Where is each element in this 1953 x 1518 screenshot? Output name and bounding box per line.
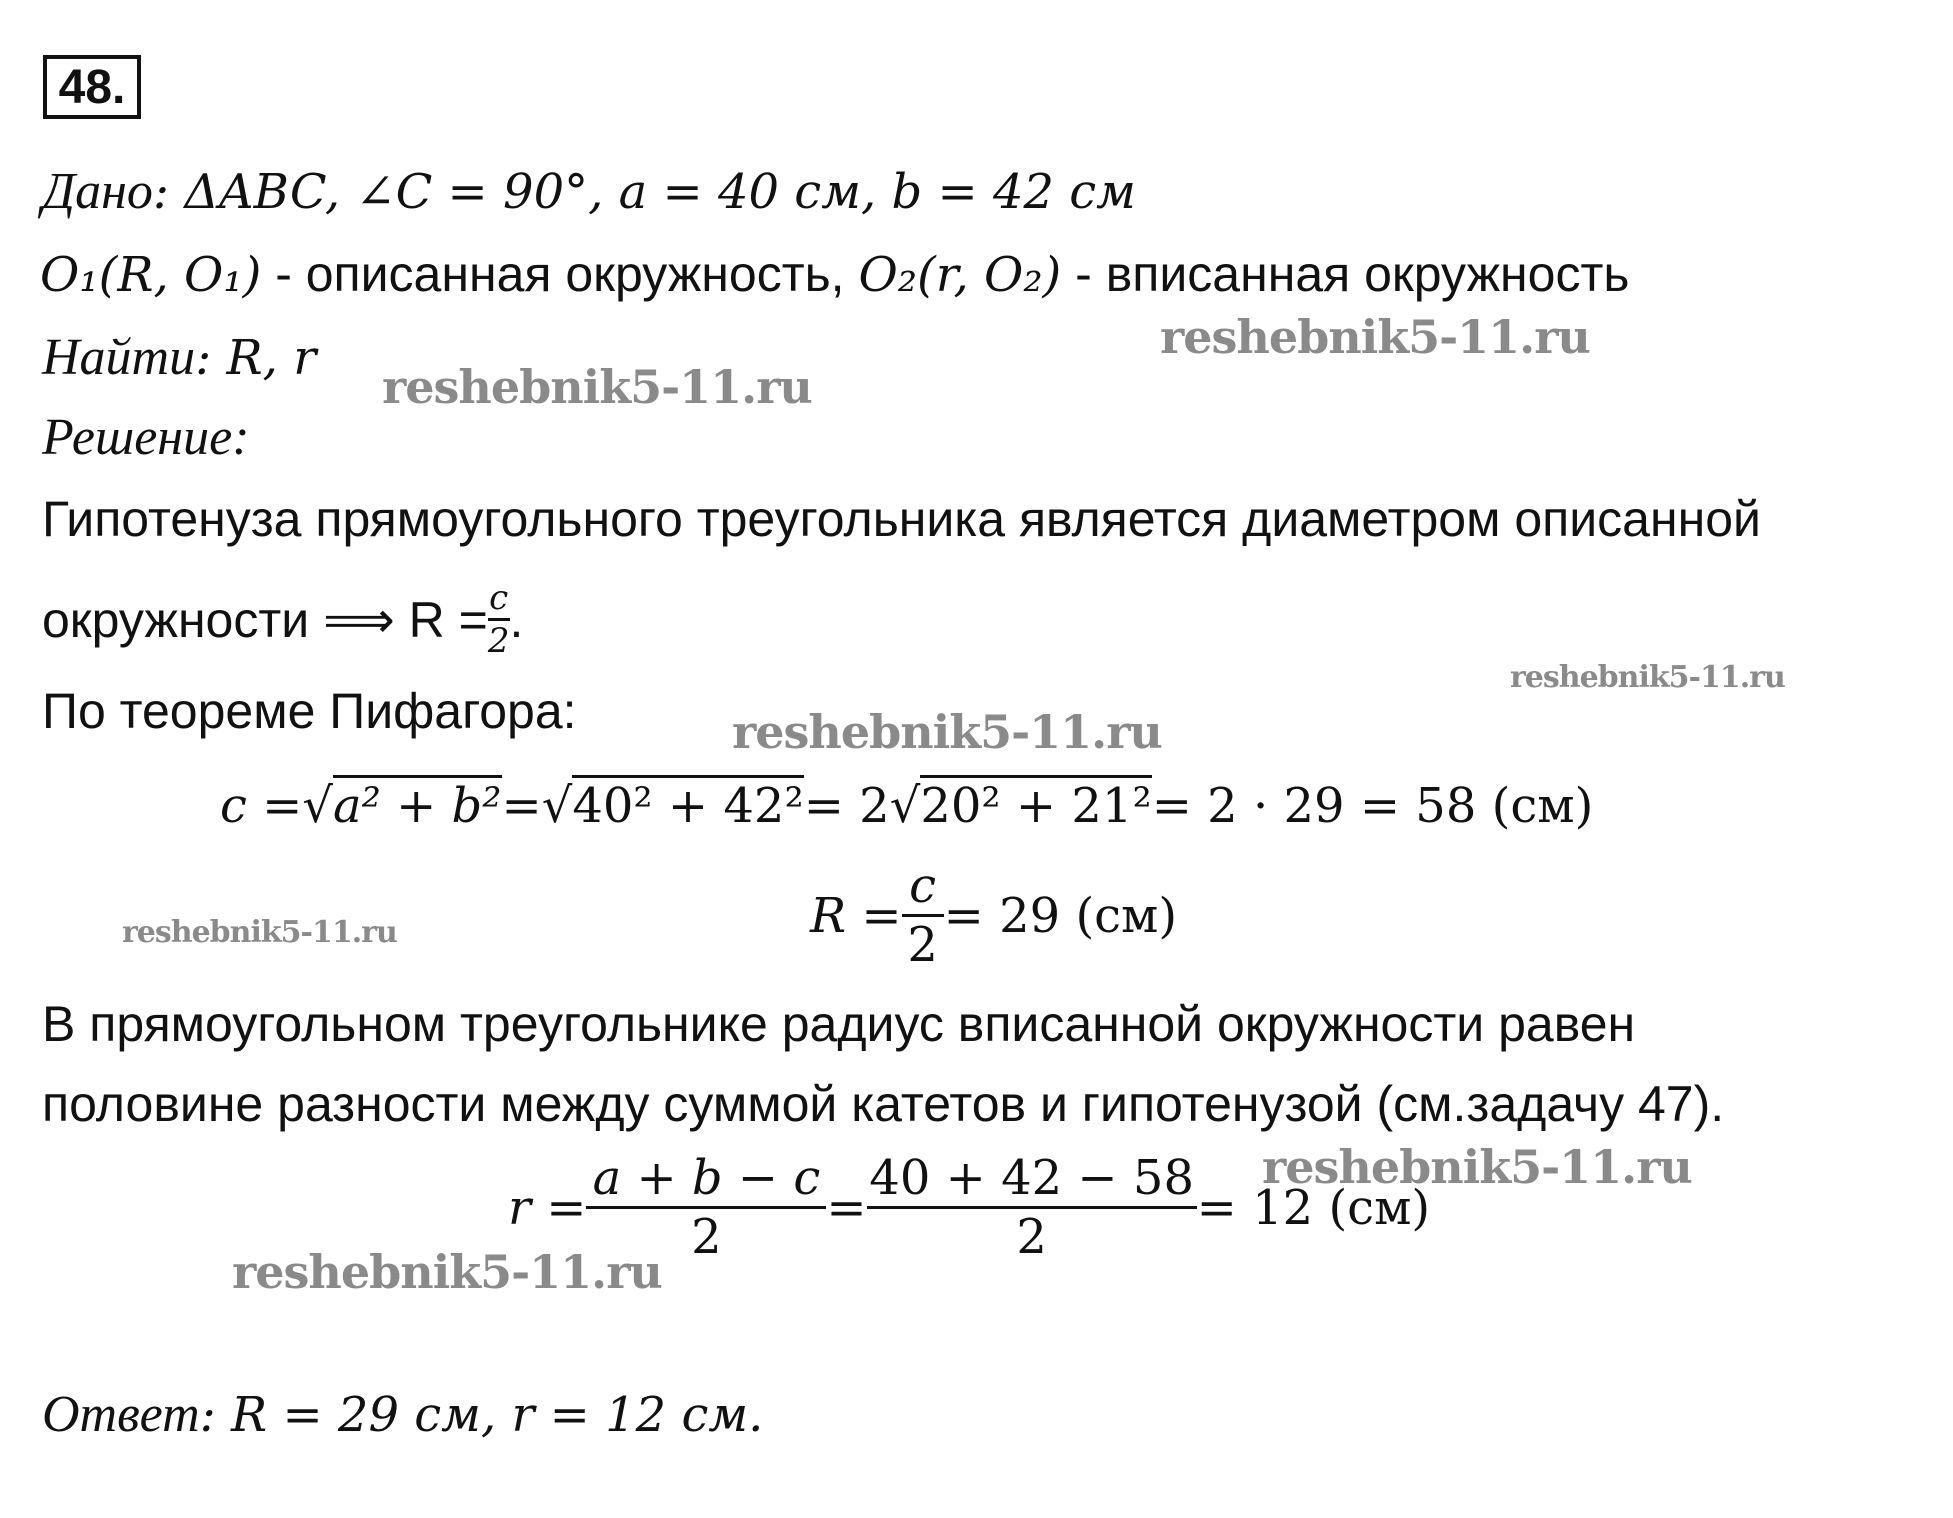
circles-line bbox=[40, 245, 1629, 303]
sqrt-sign: √ bbox=[889, 778, 921, 834]
paragraph-1-line-2-text: окружности ⟹ R = bbox=[42, 591, 488, 648]
eq1-c: c = bbox=[220, 778, 303, 834]
eq3-denominator-1: 2 bbox=[691, 1209, 722, 1265]
watermark: reshebnik5-11.ru bbox=[232, 1245, 662, 1299]
sentence-period: . bbox=[509, 591, 524, 648]
find-text: : R, r bbox=[195, 330, 317, 386]
sqrt-radicand-1: a² + b² bbox=[333, 775, 502, 834]
given-line bbox=[42, 162, 1136, 221]
eq2-denominator: 2 bbox=[907, 917, 938, 973]
eq1-tail: = 2 · 29 = 58 (см) bbox=[1151, 778, 1594, 834]
watermark: reshebnik5-11.ru bbox=[732, 705, 1162, 759]
paragraph-2-line-1: В прямоугольном треугольнике радиус вписанной окружности равен bbox=[42, 996, 1636, 1052]
eq2-rhs: = 29 (см) bbox=[943, 887, 1178, 944]
eq2-lhs: R = bbox=[810, 887, 902, 944]
incircle-notation: O₂(r, O₂) bbox=[858, 247, 1062, 303]
answer-label: Ответ bbox=[42, 1386, 200, 1443]
paragraph-2-line-2: половине разности между суммой катетов и гипотенузой (см.задачу 47). bbox=[42, 1076, 1725, 1132]
given-text: : ΔABC, ∠C = 90°, a = 40 см, b = 42 см bbox=[152, 164, 1136, 220]
sqrt-radicand-2: 40² + 42² bbox=[572, 775, 803, 834]
eq3-lhs: r = bbox=[508, 1179, 587, 1236]
paragraph-1-line-2 bbox=[42, 578, 523, 661]
paragraph-1-line-1: Гипотенуза прямоугольного треугольника является диаметром описанной bbox=[42, 491, 1761, 547]
solution-label: Решение bbox=[42, 409, 233, 466]
sqrt-sign: √ bbox=[541, 778, 573, 834]
eq1-equals-2: = 2 bbox=[803, 778, 890, 834]
solution-colon: : bbox=[232, 409, 250, 466]
hypotenuse-equation bbox=[220, 775, 1593, 834]
watermark: reshebnik5-11.ru bbox=[1160, 310, 1590, 364]
fraction-numerator: c bbox=[489, 578, 509, 618]
pythagoras-intro: По теореме Пифагора: bbox=[42, 683, 577, 739]
sqrt-radicand-3: 20² + 21² bbox=[920, 775, 1151, 834]
problem-number: 48. bbox=[43, 55, 141, 119]
watermark: reshebnik5-11.ru bbox=[122, 915, 397, 950]
eq3-fraction-2 bbox=[867, 1150, 1197, 1265]
answer-text: : R = 29 см, r = 12 см. bbox=[199, 1387, 764, 1443]
eq3-rhs: = 12 (см) bbox=[1196, 1179, 1431, 1236]
eq3-numerator-2: 40 + 42 − 58 bbox=[869, 1150, 1194, 1206]
eq3-numerator-1: a + b − c bbox=[592, 1150, 821, 1206]
eq3-mid: = bbox=[826, 1179, 867, 1236]
watermark: reshebnik5-11.ru bbox=[382, 360, 812, 414]
find-label: Найти bbox=[42, 329, 196, 386]
eq1-equals-1: = bbox=[501, 778, 542, 834]
eq3-denominator-2: 2 bbox=[1016, 1209, 1047, 1265]
c-over-2-fraction bbox=[488, 578, 510, 661]
watermark: reshebnik5-11.ru bbox=[1262, 1140, 1692, 1194]
sqrt-sign: √ bbox=[302, 778, 333, 834]
incircle-desc: - вписанная окружность bbox=[1061, 246, 1630, 302]
watermark: reshebnik5-11.ru bbox=[1510, 660, 1785, 695]
circumcircle-desc: - описанная окружность, bbox=[261, 246, 859, 302]
circumradius-equation bbox=[810, 858, 1177, 973]
circumcircle-notation: O₁(R, O₁) bbox=[40, 247, 262, 303]
fraction-denominator: 2 bbox=[487, 621, 510, 661]
eq2-fraction bbox=[902, 858, 944, 973]
find-line bbox=[42, 328, 316, 387]
answer-line bbox=[42, 1385, 763, 1444]
eq2-numerator: c bbox=[909, 858, 937, 914]
solution-heading bbox=[42, 408, 250, 467]
given-label: Дано bbox=[42, 163, 153, 220]
